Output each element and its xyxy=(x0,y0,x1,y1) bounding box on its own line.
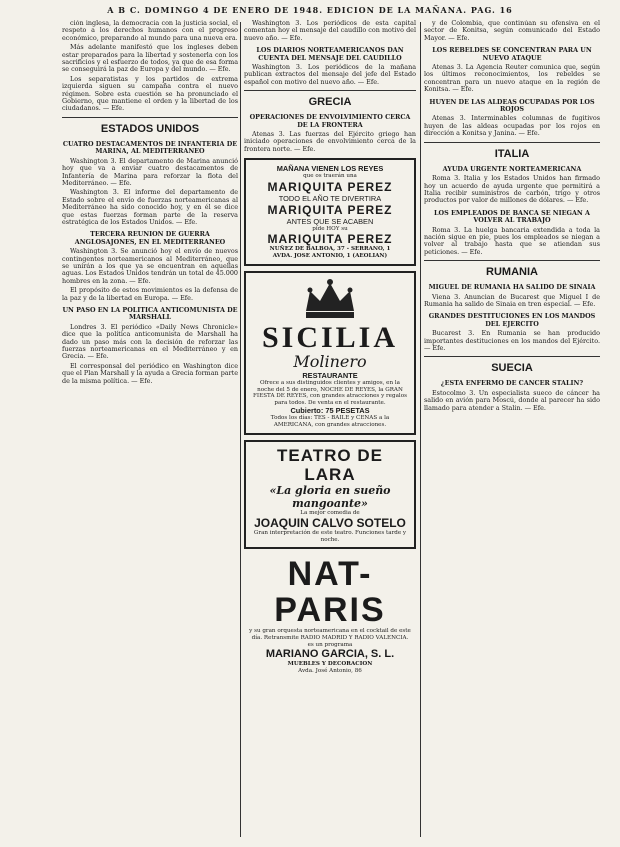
ad-line: ANTES QUE SE ACABEN xyxy=(286,216,374,226)
headline: LOS REBELDES SE CONCENTRAN PARA UN NUEVO ATAQUE xyxy=(432,46,592,62)
section-title-sweden: SUECIA xyxy=(491,362,533,375)
section-title-usa: ESTADOS UNIDOS xyxy=(100,122,200,135)
column-left xyxy=(62,20,238,839)
headline: TERCERA REUNION DE GUERRA ANGLOSAJONES, EN EL MEDITERRANEO xyxy=(74,230,226,246)
article-paragraph: Washington 3. Los periódicos de esta capital comentan hoy el mensaje del caudillo con motivo del nuevo año. — Efe. xyxy=(244,20,416,42)
article-paragraph: Washington 3. El departamento de Marina anunció hoy que va a enviar cuatro destacamentos de Infantería de Marina para reforzar la flota del Mediterráneo. — Efe. xyxy=(62,156,238,187)
article-paragraph: Washington 3. El informe del departamento de Estado sobre el envío de fuerzas norteamericanas al Mediterráneo ha sido conocido hoy, y en él se dice que estas fuerzas forman parte de la reserva estratégica de los Estados Unidos. — Efe. xyxy=(62,188,238,226)
ad-line: pide HOY su xyxy=(312,225,348,232)
headline: OPERACIONES DE ENVOLVIMIENTO CERCA DE LA FRONTERA xyxy=(249,113,411,129)
headline: ¿ESTA ENFERMO DE CANCER STALIN? xyxy=(440,379,584,388)
headline: MIGUEL DE RUMANIA HA SALIDO DE SINAIA xyxy=(428,283,596,292)
article-paragraph: Roma 3. Italia y los Estados Unidos han firmado hoy un acuerdo de ayuda urgente que permitirá a Italia recibir suministros de carbón, trigo y otros productos por valor de millones de dólares. — Efe. xyxy=(424,174,600,205)
ad-price: Cubierto: 75 PESETAS xyxy=(290,406,370,416)
ad-line: MAÑANA VIENEN LOS REYES xyxy=(276,164,384,174)
divider xyxy=(424,356,600,357)
article-paragraph: Viena 3. Anuncian de Bucarest que Miguel I de Rumania ha salido de Sinaia en tren especial. — Efe. xyxy=(424,292,600,308)
article-paragraph: Más adelante manifestó que los ingleses deben estar preparados para la libertad y sostenerla con los sacrificios y el esfuerzo de todos, ya que de esa forma se conseguirá la paz de Europa y del mundo. — Efe. xyxy=(62,43,238,74)
ad-address: Avda. José Antonio, 86 xyxy=(298,667,362,674)
headline: LOS DIARIOS NORTEAMERICANOS DAN CUENTA DEL MENSAJE DEL CAUDILLO xyxy=(256,46,404,62)
article-paragraph: Washington 3. Los periódicos de la mañana publican extractos del mensaje del jefe del Estado español con motivo del nuevo año. — Efe. xyxy=(244,63,416,86)
column-center xyxy=(244,20,416,839)
article-paragraph: Estocolmo 3. Un especialista sueco de cáncer ha salido en avión para Moscú, donde al parecer ha sido llamado para atender a Stalin. — Efe. xyxy=(424,388,600,412)
ad-footer: Todos los días: TES - BAILE y CENAS a la AMERICANA, con grandes atracciones. xyxy=(270,415,390,429)
ad-nat-paris xyxy=(244,554,416,676)
ad-sicilia-restaurant xyxy=(244,271,416,435)
headline: HUYEN DE LAS ALDEAS OCUPADAS POR LOS ROJOS xyxy=(429,97,595,114)
divider xyxy=(244,90,416,91)
article-paragraph: y de Colombia, que continúan su ofensiva en el sector de Konitsa, según comunicado del Estado Mayor. — Efe. xyxy=(424,20,600,42)
ad-title: TEATRO DE LARA xyxy=(277,445,383,484)
article-paragraph: Roma 3. La huelga bancaria extendida a toda la nación sigue en pie, pues los empleados se niegan a volver al trabajo hasta que se atiendan sus peticiones. — Efe. xyxy=(424,225,600,256)
headline: CUATRO DESTACAMENTOS DE INFANTERIA DE MARINA, AL MEDITERRANEO xyxy=(62,139,238,156)
ad-body: y su gran orquesta norteamericana en el cocktail de este día. Retransmite RADIO MADRID Y RADIO VALENCIA. xyxy=(249,628,411,641)
ad-brand: MARIQUITA PEREZ xyxy=(267,179,393,194)
page-header: A B C. DOMINGO 4 DE ENERO DE 1948. EDICION DE LA MAÑANA. PAG. 16 xyxy=(107,5,513,15)
section-title-romania: RUMANIA xyxy=(486,266,538,279)
article-paragraph: El corresponsal del periódico en Washington dice que el Plan Marshall y la ayuda a Grecia forman parte de la misma política. — Efe. xyxy=(62,361,238,385)
ad-title: NAT-PARIS xyxy=(274,555,386,630)
ad-line: RESTAURANTE xyxy=(302,371,358,381)
ad-author: JOAQUIN CALVO SOTELO xyxy=(254,516,406,531)
article-paragraph: Atenas 3. Interminables columnas de fugitivos huyen de las aldeas ocupadas por los rojos en dirección a Konitsa y Janina. — Efe. xyxy=(424,114,600,138)
ad-title: SICILIA xyxy=(261,321,399,355)
ad-address: NUÑEZ DE BALBOA, 37 - SERRANO, 1 xyxy=(269,246,391,253)
article-paragraph: Atenas 3. La Agencia Reuter comunica que, según los últimos reconocimientos, los rebeldes se concentran para un nuevo ataque en la región de Konitsa. — Efe. xyxy=(424,63,600,94)
ad-line: MUEBLES Y DECORACION xyxy=(287,661,373,668)
ad-teatro-lara xyxy=(244,440,416,550)
ad-line: que os traerán una xyxy=(303,173,357,180)
article-paragraph: Bucarest 3. En Rumania se han producido importantes destituciones en los mandos del Ejército. — Efe. xyxy=(424,329,600,352)
ad-address: AVDA. JOSE ANTONIO, 1 (AEOLIAN) xyxy=(272,253,388,260)
column-rule xyxy=(420,22,421,837)
section-title-greece: GRECIA xyxy=(308,96,352,109)
ad-line: es un programa xyxy=(307,641,353,648)
ad-body: Gran interpretación de este teatro. Funciones tarde y noche. xyxy=(253,530,407,543)
ad-line: TODO EL AÑO TE DIVERTIRA xyxy=(278,193,382,203)
ad-company: MARIANO GARCIA, S. L. xyxy=(265,648,395,661)
divider xyxy=(424,142,600,143)
column-right xyxy=(424,20,600,839)
article-paragraph: Londres 3. El periódico «Daily News Chronicle» dice que la política anticomunista de Marshall ha dado un paso más con la decisión de reforzar las fuerzas norteamericanas en el Mediterráneo y en Grecia. — Efe. xyxy=(62,322,238,361)
column-rule xyxy=(240,22,241,837)
article-paragraph: Los separatistas y los partidos de extrema izquierda siguen su campaña contra el nuevo régimen. Sobre esta cuestión se ha pronunciado el Gobierno, que mantiene el orden y la libertad de los ciudadanos. — Efe. xyxy=(62,74,238,113)
headline: GRANDES DESTITUCIONES EN LOS MANDOS DEL EJERCITO xyxy=(428,312,596,328)
divider xyxy=(62,117,238,118)
divider xyxy=(424,260,600,261)
ad-script: Molinero xyxy=(293,352,367,372)
ad-mariquita-perez xyxy=(244,158,416,265)
ad-brand: MARIQUITA PEREZ xyxy=(267,202,393,217)
ad-brand: MARIQUITA PEREZ xyxy=(267,232,393,247)
section-title-italy: ITALIA xyxy=(494,147,530,160)
article-paragraph: Atenas 3. Las fuerzas del Ejército griego han iniciado operaciones de envolvimiento cerca de la frontera norte. — Efe. xyxy=(244,130,416,153)
article-paragraph: El propósito de estos movimientos es la defensa de la paz y de la libertad en Europa. — Efe. xyxy=(62,286,238,302)
crown-icon xyxy=(300,277,360,321)
article-paragraph: ción inglesa, la democracia con la justicia social, el respeto a los derechos humanos con el progreso económico, preparando al mundo para una nueva era. xyxy=(62,20,238,42)
article-paragraph: Washington 3. Se anunció hoy el envío de nuevos contingentes norteamericanos al Mediterráneo, que se unirán a los que ya se encuentran en aquellas aguas. Los Estados Unidos tendrán un total de 45.000 hombres en la zona. — Efe. xyxy=(62,247,238,285)
ad-body: Ofrece a sus distinguidos clientes y amigos, en la noche del 5 de enero, NOCHE DE REYES, la GRAN FIESTA DE REYES, con grandes atracciones y regalos para todos. De venta en el restaurante. xyxy=(253,380,407,406)
ad-line: La mejor comedia de xyxy=(300,509,360,516)
headline: UN PASO EN LA POLITICA ANTICOMUNISTA DE MARSHALL xyxy=(62,306,238,322)
headline: AYUDA URGENTE NORTEAMERICANA xyxy=(442,164,582,173)
headline: LOS EMPLEADOS DE BANCA SE NIEGAN A VOLVER AL TRABAJO xyxy=(434,208,590,225)
ad-play: «La gloria en sueño mangoante» xyxy=(269,483,391,510)
